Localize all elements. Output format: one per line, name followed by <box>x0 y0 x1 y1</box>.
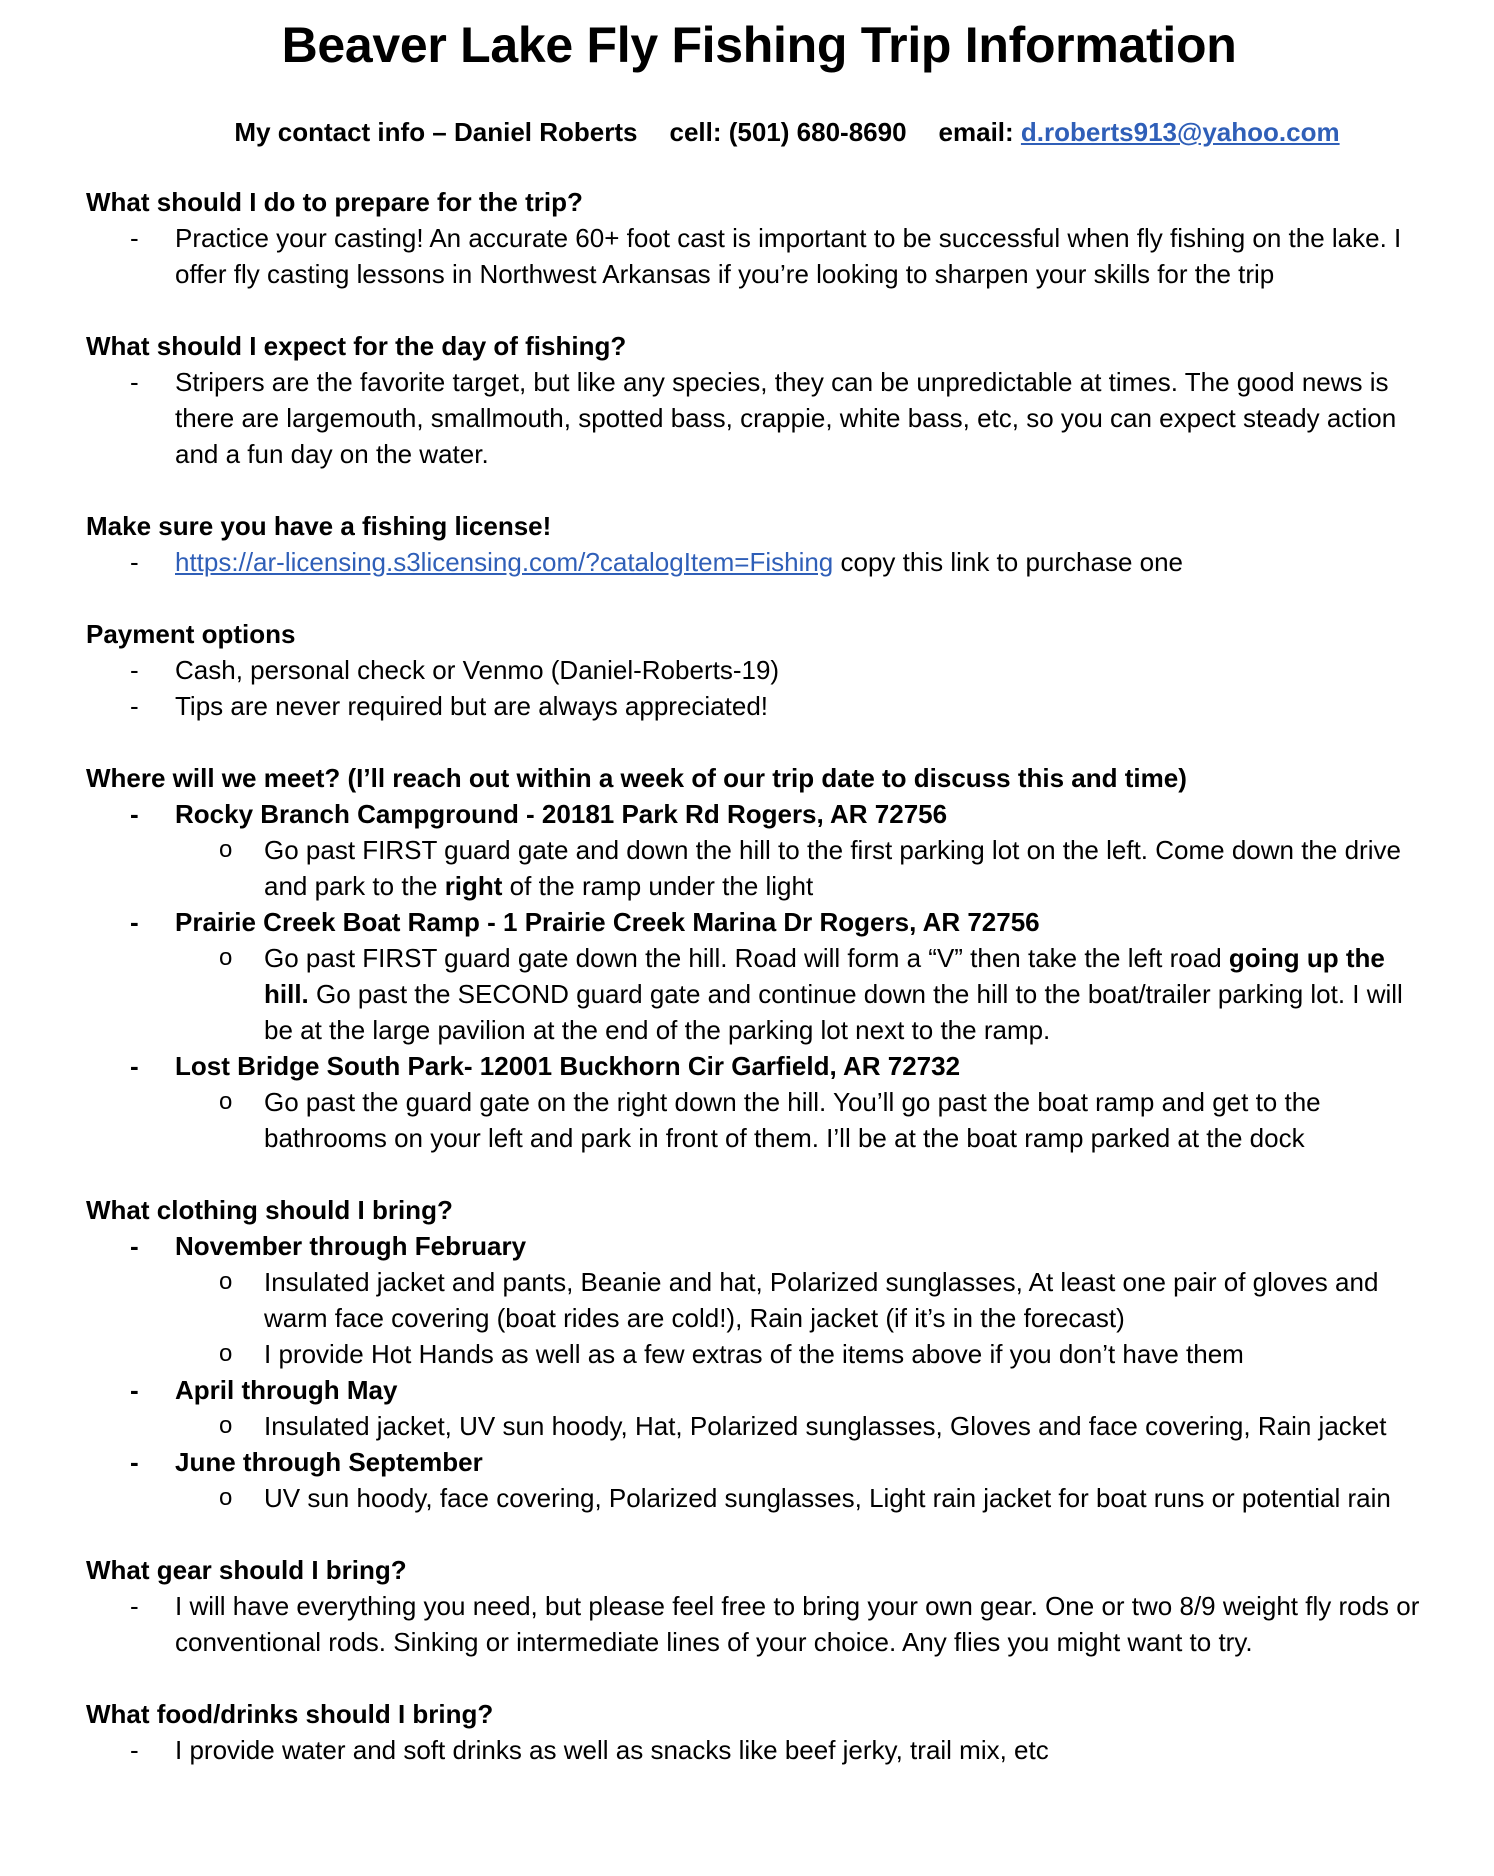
location-item <box>86 1048 1424 1084</box>
location-name: Prairie Creek Boat Ramp - 1 Prairie Creek Marina Dr Rogers, AR 72756 <box>175 907 1040 937</box>
list-item-text: Tips are never required but are always appreciated! <box>175 691 769 721</box>
section-license <box>86 508 1424 580</box>
location-name: Rocky Branch Campground - 20181 Park Rd Rogers, AR 72756 <box>175 799 948 829</box>
dash-marker: - <box>130 547 139 577</box>
directions-text: Go past the SECOND guard gate and continue down the hill to the boat/trailer parking lot. I will be at the large pavilion at the end of the parking lot next to the ramp. <box>264 979 1403 1045</box>
location-name: Lost Bridge South Park- 12001 Buckhorn Cir Garfield, AR 72732 <box>175 1051 961 1081</box>
dash-marker: - <box>130 367 139 397</box>
contact-label: My contact info – Daniel Roberts <box>234 117 638 147</box>
list-item <box>86 544 1424 580</box>
section-payment <box>86 616 1424 724</box>
directions-text: Go past FIRST guard gate down the hill. Road will form a “V” then take the left road <box>264 943 1229 973</box>
list-item-text: Stripers are the favorite target, but like any species, they can be unpredictable at times. The good news is there are largemouth, smallmouth, spotted bass, crappie, white bass, etc, so you can expect steady action and a fun day on the water. <box>175 367 1397 469</box>
dash-marker: - <box>130 1051 139 1081</box>
season-item <box>86 1372 1424 1408</box>
section-heading: What gear should I bring? <box>86 1555 407 1585</box>
directions-text: Go past FIRST guard gate and down the hill to the first parking lot on the left. Come down the drive and park to the <box>264 835 1401 901</box>
dash-marker: - <box>130 1735 139 1765</box>
license-link-suffix: copy this link to purchase one <box>833 547 1184 577</box>
clothing-text: UV sun hoody, face covering, Polarized sunglasses, Light rain jacket for boat runs or potential rain <box>264 1483 1391 1513</box>
section-gear <box>86 1552 1424 1660</box>
contact-email-label: email: <box>938 117 1014 147</box>
circle-bullet-icon: o <box>219 1088 233 1115</box>
location-item <box>86 796 1424 832</box>
list-item-text: Cash, personal check or Venmo (Daniel-Roberts-19) <box>175 655 780 685</box>
season-item <box>86 1444 1424 1480</box>
list-item <box>86 652 1424 688</box>
location-directions <box>86 940 1424 1048</box>
location-directions <box>86 832 1424 904</box>
contact-email-link[interactable]: d.roberts913@yahoo.com <box>1020 117 1340 147</box>
list-item <box>86 1732 1424 1768</box>
list-item <box>86 364 1424 472</box>
circle-bullet-icon: o <box>219 1412 233 1439</box>
list-item <box>86 688 1424 724</box>
clothing-text: Insulated jacket and pants, Beanie and hat, Polarized sunglasses, At least one pair of gloves and warm face covering (boat rides are cold!), Rain jacket (if it’s in the forecast) <box>264 1267 1379 1333</box>
section-prepare <box>86 184 1424 292</box>
section-heading: What should I do to prepare for the trip? <box>86 187 583 217</box>
dash-marker: - <box>130 1231 139 1261</box>
list-item-text: I will have everything you need, but please feel free to bring your own gear. One or two 8/9 weight fly rods or conventional rods. Sinking or intermediate lines of your choice. Any flies you might want to try. <box>175 1591 1420 1657</box>
season-name: April through May <box>175 1375 398 1405</box>
contact-cell: cell: (501) 680-8690 <box>669 117 907 147</box>
list-item <box>86 220 1424 292</box>
section-heading: Make sure you have a fishing license! <box>86 511 552 541</box>
circle-bullet-icon: o <box>219 836 233 863</box>
season-name: June through September <box>175 1447 483 1477</box>
dash-marker: - <box>130 1375 139 1405</box>
directions-emphasis: right <box>444 871 503 901</box>
list-item-text: Practice your casting! An accurate 60+ foot cast is important to be successful when fly fishing on the lake. I offer fly casting lessons in Northwest Arkansas if you’re looking to sharpen your skills for the trip <box>175 223 1402 289</box>
dash-marker: - <box>130 691 139 721</box>
section-expect <box>86 328 1424 472</box>
section-heading: What food/drinks should I bring? <box>86 1699 494 1729</box>
section-heading: What should I expect for the day of fishing? <box>86 331 627 361</box>
circle-bullet-icon: o <box>219 1340 233 1367</box>
section-meet <box>86 760 1424 1156</box>
season-clothing-item <box>86 1264 1424 1336</box>
location-directions <box>86 1084 1424 1156</box>
circle-bullet-icon: o <box>219 944 233 971</box>
season-clothing-item <box>86 1336 1424 1372</box>
dash-marker: - <box>130 907 139 937</box>
directions-text: Go past the guard gate on the right down the hill. You’ll go past the boat ramp and get to the bathrooms on your left and park in front of them. I’ll be at the boat ramp parked at the dock <box>264 1087 1321 1153</box>
season-clothing-item <box>86 1408 1424 1444</box>
license-link[interactable]: https://ar-licensing.s3licensing.com/?catalogItem=Fishing <box>175 547 834 577</box>
season-clothing-item <box>86 1480 1424 1516</box>
dash-marker: - <box>130 1591 139 1621</box>
section-clothing <box>86 1192 1424 1516</box>
page-title: Beaver Lake Fly Fishing Trip Information <box>281 17 1237 73</box>
section-heading: Payment options <box>86 619 296 649</box>
dash-marker: - <box>130 223 139 253</box>
location-item <box>86 904 1424 940</box>
dash-marker: - <box>130 1447 139 1477</box>
directions-emphasis: going up the hill. <box>264 943 1385 1009</box>
circle-bullet-icon: o <box>219 1268 233 1295</box>
section-heading: Where will we meet? (I’ll reach out within a week of our trip date to discuss this and time) <box>86 763 1187 793</box>
clothing-text: I provide Hot Hands as well as a few extras of the items above if you don’t have them <box>264 1339 1244 1369</box>
contact-line <box>86 116 1424 148</box>
directions-text: of the ramp under the light <box>502 871 814 901</box>
circle-bullet-icon: o <box>219 1484 233 1511</box>
season-item <box>86 1228 1424 1264</box>
list-item-text: I provide water and soft drinks as well as snacks like beef jerky, trail mix, etc <box>175 1735 1049 1765</box>
season-name: November through February <box>175 1231 527 1261</box>
dash-marker: - <box>130 655 139 685</box>
section-food <box>86 1696 1424 1768</box>
section-heading: What clothing should I bring? <box>86 1195 453 1225</box>
dash-marker: - <box>130 799 139 829</box>
clothing-text: Insulated jacket, UV sun hoody, Hat, Polarized sunglasses, Gloves and face covering, Rain jacket <box>264 1411 1387 1441</box>
list-item <box>86 1588 1424 1660</box>
